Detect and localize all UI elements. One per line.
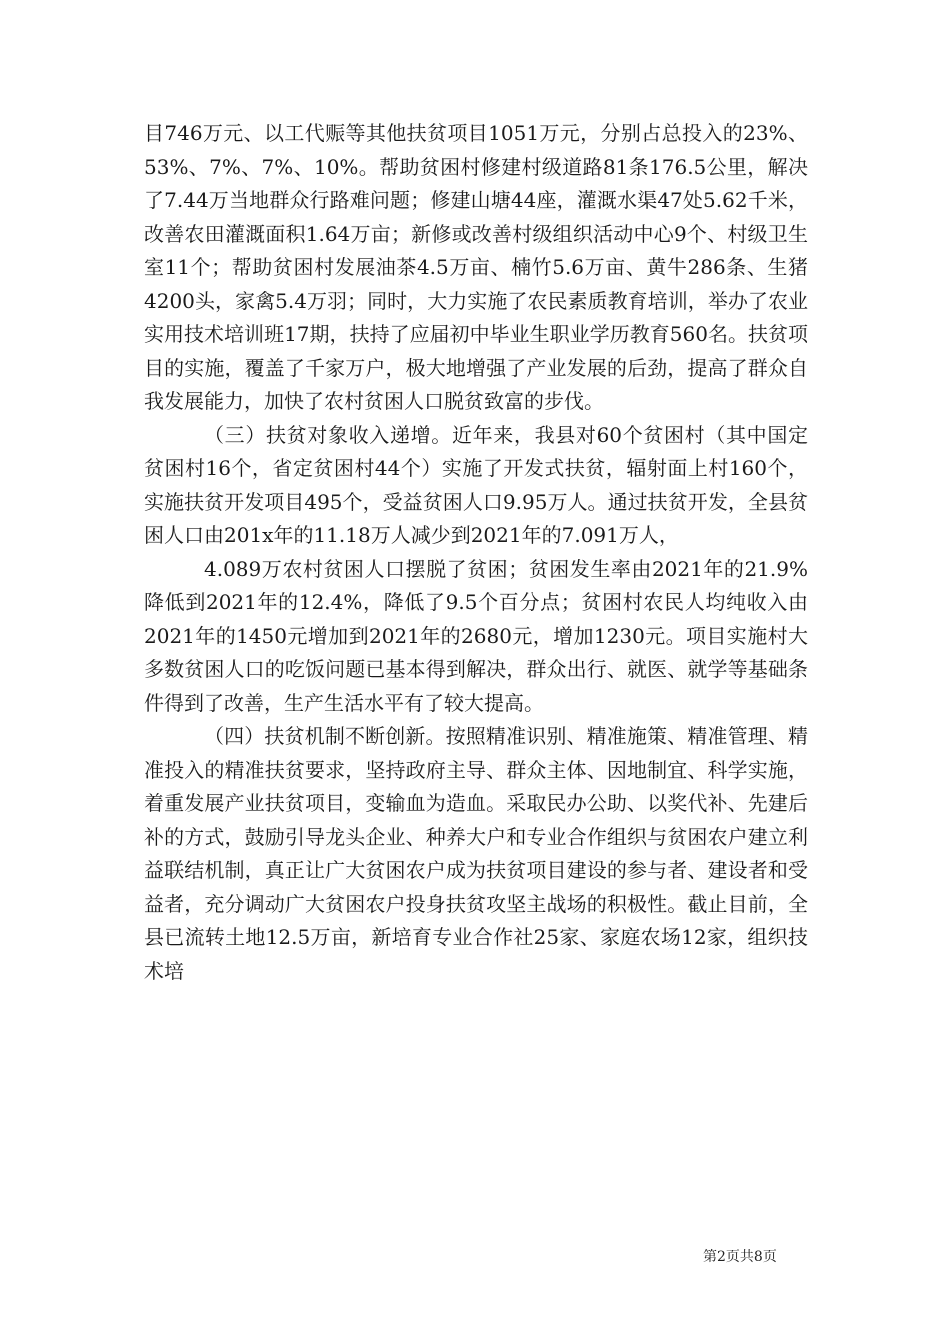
document-body (144, 117, 808, 988)
paragraph-1: 目746万元、以工代赈等其他扶贫项目1051万元，分别占总投入的23%、53%、7%、7%、10%。帮助贫困村修建村级道路81条176.5公里，解决了7.44万当地群众行路难问题；修建山塘44座，灌溉水渠47处5.62千米，改善农田灌溉面积1.64万亩；新修或改善村级组织活动中心9个、村级卫生室11个；帮助贫困村发展油茶4.5万亩、楠竹5.6万亩、黄牛286条、生猪4200头，家禽5.4万羽；同时，大力实施了农民素质教育培训，举办了农业实用技术培训班17期，扶持了应届初中毕业生职业学历教育560名。扶贫项目的实施，覆盖了千家万户，极大地增强了产业发展的后劲，提高了群众自我发展能力，加快了农村贫困人口脱贫致富的步伐。 (144, 121, 808, 413)
paragraph-4: （四）扶贫机制不断创新。按照精准识别、精准施策、精准管理、精准投入的精准扶贫要求，坚持政府主导、群众主体、因地制宜、科学实施，着重发展产业扶贫项目，变输血为造血。采取民办公助、以奖代补、先建后补的方式，鼓励引导龙头企业、种养大户和专业合作组织与贫困农户建立利益联结机制，真正让广大贫困农户成为扶贫项目建设的参与者、建设者和受益者，充分调动广大贫困农户投身扶贫攻坚主战场的积极性。截止目前，全县已流转土地12.5万亩，新培育专业合作社25家、家庭农场12家，组织技术培 (144, 724, 808, 983)
paragraph-2: （三）扶贫对象收入递增。近年来，我县对60个贫困村（其中国定贫困村16个，省定贫困村44个）实施了开发式扶贫，辐射面上村160个，实施扶贫开发项目495个，受益贫困人口9.95万人。通过扶贫开发，全县贫困人口由201x年的11.18万人减少到2021年的7.091万人， (144, 422, 808, 547)
paragraph-3: 4.089万农村贫困人口摆脱了贫困；贫困发生率由2021年的21.9%降低到2021年的12.4%，降低了9.5个百分点；贫困村农民人均纯收入由2021年的1450元增加到2021年的2680元，增加1230元。项目实施村大多数贫困人口的吃饭问题已基本得到解决，群众出行、就医、就学等基础条件得到了改善，生产生活水平有了较大提高。 (144, 556, 808, 715)
page-number: 第2页共8页 (703, 1249, 777, 1265)
